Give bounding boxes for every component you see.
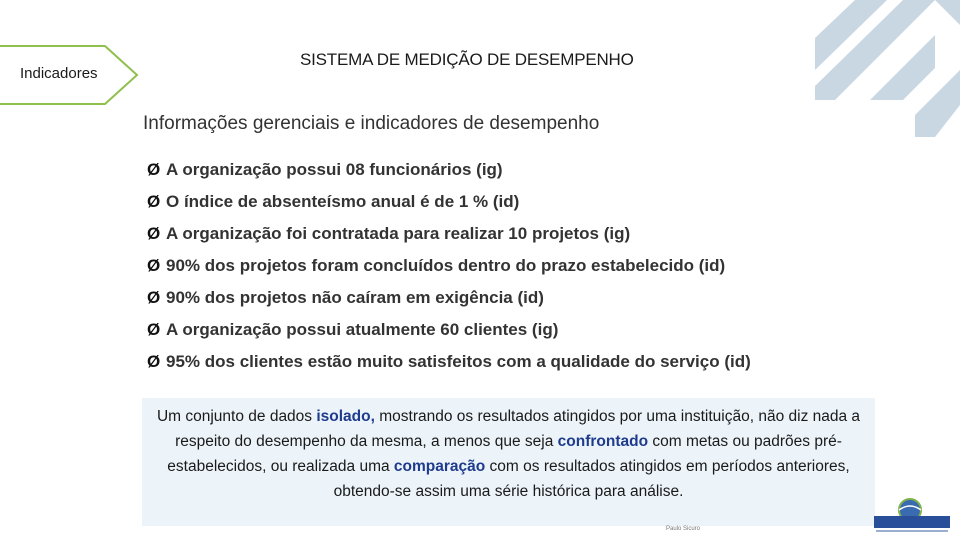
note-highlight: comparação	[393, 458, 486, 475]
arrow-bullet-icon: Ø	[147, 352, 161, 371]
note-box	[142, 398, 875, 526]
note-text-part: com metas ou padrões pré-estabelecidos, ou realizada uma	[167, 433, 842, 475]
author-credit: Paulo Sicuro	[666, 526, 701, 532]
note-text-part: Um conjunto de dados	[156, 408, 317, 425]
list-item-text: 95% dos clientes estão muito satisfeitos com a qualidade do serviço (id)	[166, 352, 751, 371]
subtitle: Informações gerenciais e indicadores de desempenho	[143, 113, 600, 134]
arrow-bullet-icon: Ø	[147, 320, 161, 339]
section-tag	[0, 45, 140, 105]
note-text-part: com os resultados atingidos em períodos anteriores, obtendo-se assim uma série histórica para análise.	[333, 458, 850, 500]
list-item-text: 90% dos projetos não caíram em exigência (id)	[166, 288, 544, 307]
indicator-list	[147, 154, 751, 378]
note-highlight: isolado,	[316, 408, 375, 425]
list-item	[147, 186, 751, 218]
list-item	[147, 218, 751, 250]
list-item-text: A organização possui 08 funcionários (ig)	[166, 160, 503, 179]
arrow-bullet-icon: Ø	[147, 256, 161, 275]
list-item	[147, 346, 751, 378]
list-item	[147, 314, 751, 346]
section-tag-label: Indicadores	[20, 65, 98, 82]
note-highlight: confrontado	[557, 433, 649, 450]
list-item	[147, 250, 751, 282]
list-item	[147, 282, 751, 314]
list-item	[147, 154, 751, 186]
list-item-text: 90% dos projetos foram concluídos dentro do prazo estabelecido (id)	[166, 256, 726, 275]
note-text	[142, 404, 875, 504]
note-text-part: mostrando os resultados atingidos por uma instituição, não diz nada a respeito do desempenho da mesma, a menos que seja	[175, 408, 861, 450]
corner-logo-icon	[815, 0, 960, 140]
arrow-bullet-icon: Ø	[147, 192, 161, 211]
arrow-bullet-icon: Ø	[147, 224, 161, 243]
arrow-bullet-icon: Ø	[147, 160, 161, 179]
list-item-text: O índice de absenteísmo anual é de 1 % (id)	[166, 192, 520, 211]
list-item-text: A organização foi contratada para realizar 10 projetos (ig)	[166, 224, 631, 243]
page-title: SISTEMA DE MEDIÇÃO DE DESEMPENHO	[300, 50, 634, 69]
arrow-bullet-icon: Ø	[147, 288, 161, 307]
list-item-text: A organização possui atualmente 60 clientes (ig)	[166, 320, 559, 339]
brasil-logo-icon	[872, 496, 952, 536]
